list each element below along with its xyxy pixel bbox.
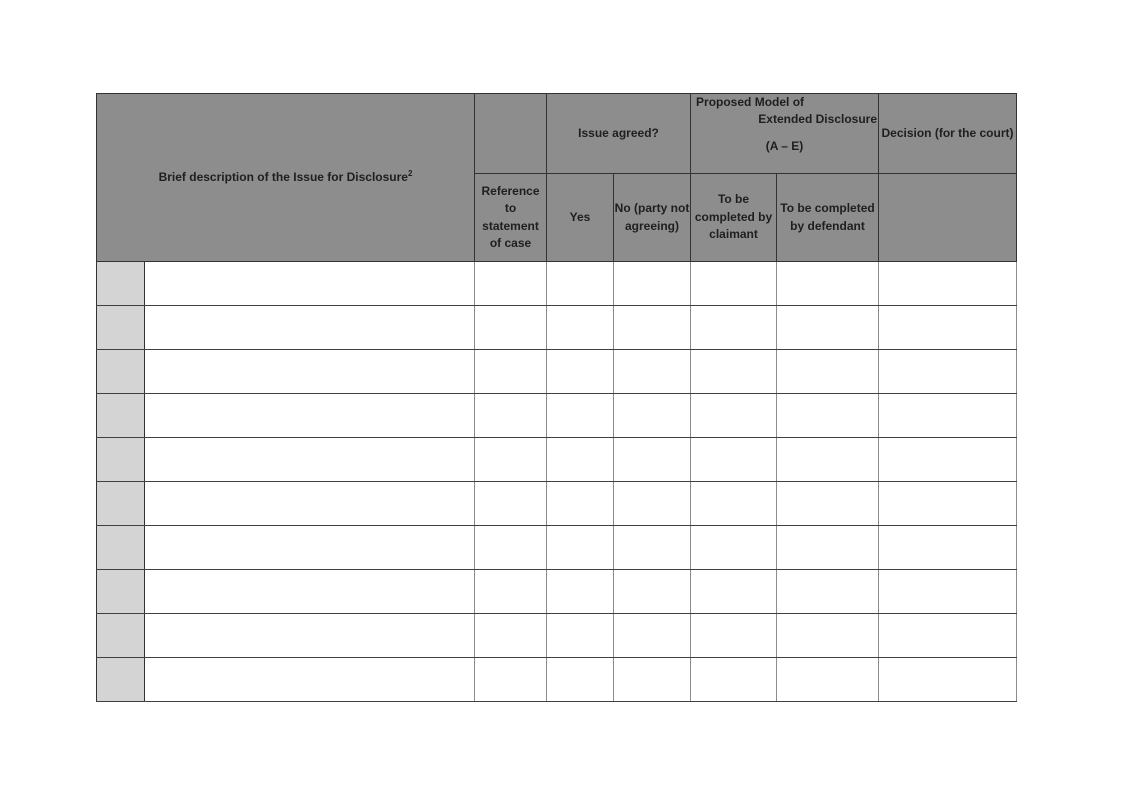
decision-cell xyxy=(879,570,1017,614)
row-label-cell xyxy=(97,526,145,570)
brief-description-label: Brief description of the Issue for Disclosure xyxy=(158,169,408,184)
no-cell xyxy=(614,614,691,658)
reference-cell xyxy=(475,350,547,394)
table-row xyxy=(97,614,1017,658)
claimant-cell xyxy=(691,614,777,658)
yes-cell xyxy=(547,262,614,306)
yes-cell xyxy=(547,570,614,614)
description-cell xyxy=(145,658,475,702)
description-cell xyxy=(145,482,475,526)
yes-cell xyxy=(547,482,614,526)
reference-cell xyxy=(475,482,547,526)
description-cell xyxy=(145,526,475,570)
header-proposed-model xyxy=(691,94,879,174)
no-cell xyxy=(614,394,691,438)
reference-cell xyxy=(475,658,547,702)
table-row xyxy=(97,350,1017,394)
row-label-cell xyxy=(97,614,145,658)
reference-cell xyxy=(475,614,547,658)
row-label-cell xyxy=(97,350,145,394)
row-label-cell xyxy=(97,482,145,526)
no-cell xyxy=(614,526,691,570)
defendant-cell xyxy=(777,306,879,350)
description-cell xyxy=(145,394,475,438)
description-cell xyxy=(145,614,475,658)
description-cell xyxy=(145,570,475,614)
description-cell xyxy=(145,350,475,394)
header-reference-top-cell xyxy=(475,94,547,174)
disclosure-issues-table xyxy=(96,93,1017,702)
defendant-cell xyxy=(777,394,879,438)
yes-cell xyxy=(547,526,614,570)
claimant-cell xyxy=(691,570,777,614)
table-header xyxy=(97,94,1017,262)
row-label-cell xyxy=(97,306,145,350)
reference-cell xyxy=(475,394,547,438)
row-label-cell xyxy=(97,262,145,306)
reference-cell xyxy=(475,306,547,350)
no-cell xyxy=(614,350,691,394)
defendant-cell xyxy=(777,350,879,394)
proposed-model-line-1: Proposed Model of xyxy=(696,95,805,109)
no-cell xyxy=(614,262,691,306)
table-row xyxy=(97,482,1017,526)
row-label-cell xyxy=(97,394,145,438)
description-cell xyxy=(145,306,475,350)
claimant-cell xyxy=(691,262,777,306)
defendant-cell xyxy=(777,614,879,658)
claimant-cell xyxy=(691,482,777,526)
decision-cell xyxy=(879,350,1017,394)
yes-cell xyxy=(547,394,614,438)
defendant-cell xyxy=(777,482,879,526)
claimant-cell xyxy=(691,394,777,438)
reference-cell xyxy=(475,526,547,570)
header-decision: Decision (for the court) xyxy=(879,94,1017,174)
claimant-cell xyxy=(691,438,777,482)
no-cell xyxy=(614,438,691,482)
header-issue-agreed: Issue agreed? xyxy=(547,94,691,174)
claimant-cell xyxy=(691,526,777,570)
row-label-cell xyxy=(97,438,145,482)
claimant-cell xyxy=(691,350,777,394)
row-label-cell xyxy=(97,658,145,702)
defendant-cell xyxy=(777,526,879,570)
defendant-cell xyxy=(777,262,879,306)
yes-cell xyxy=(547,614,614,658)
yes-cell xyxy=(547,350,614,394)
table-row xyxy=(97,526,1017,570)
no-cell xyxy=(614,658,691,702)
defendant-cell xyxy=(777,570,879,614)
header-defendant: To be completed by defendant xyxy=(777,174,879,262)
decision-cell xyxy=(879,526,1017,570)
decision-cell xyxy=(879,482,1017,526)
yes-cell xyxy=(547,658,614,702)
decision-cell xyxy=(879,394,1017,438)
proposed-model-line-3: (A – E) xyxy=(765,138,804,153)
table-body xyxy=(97,262,1017,702)
decision-cell xyxy=(879,438,1017,482)
no-cell xyxy=(614,570,691,614)
table-row xyxy=(97,262,1017,306)
defendant-cell xyxy=(777,658,879,702)
claimant-cell xyxy=(691,658,777,702)
table-row xyxy=(97,570,1017,614)
header-yes: Yes xyxy=(547,174,614,262)
table-row xyxy=(97,438,1017,482)
row-label-cell xyxy=(97,570,145,614)
header-reference: Reference to statement of case xyxy=(475,174,547,262)
decision-cell xyxy=(879,262,1017,306)
claimant-cell xyxy=(691,306,777,350)
footnote-marker: 2 xyxy=(407,168,413,178)
yes-cell xyxy=(547,438,614,482)
header-brief-description xyxy=(97,94,475,262)
defendant-cell xyxy=(777,438,879,482)
no-cell xyxy=(614,482,691,526)
no-cell xyxy=(614,306,691,350)
reference-cell xyxy=(475,262,547,306)
header-row-top xyxy=(97,94,1017,174)
header-no: No (party not agreeing) xyxy=(614,174,691,262)
yes-cell xyxy=(547,306,614,350)
description-cell xyxy=(145,438,475,482)
decision-cell xyxy=(879,306,1017,350)
reference-cell xyxy=(475,438,547,482)
header-decision-bottom-cell xyxy=(879,174,1017,262)
decision-cell xyxy=(879,614,1017,658)
header-claimant: To be completed by claimant xyxy=(691,174,777,262)
reference-cell xyxy=(475,570,547,614)
table-row xyxy=(97,658,1017,702)
proposed-model-line-2: Extended Disclosure xyxy=(758,112,878,127)
table-row xyxy=(97,394,1017,438)
decision-cell xyxy=(879,658,1017,702)
description-cell xyxy=(145,262,475,306)
table-row xyxy=(97,306,1017,350)
